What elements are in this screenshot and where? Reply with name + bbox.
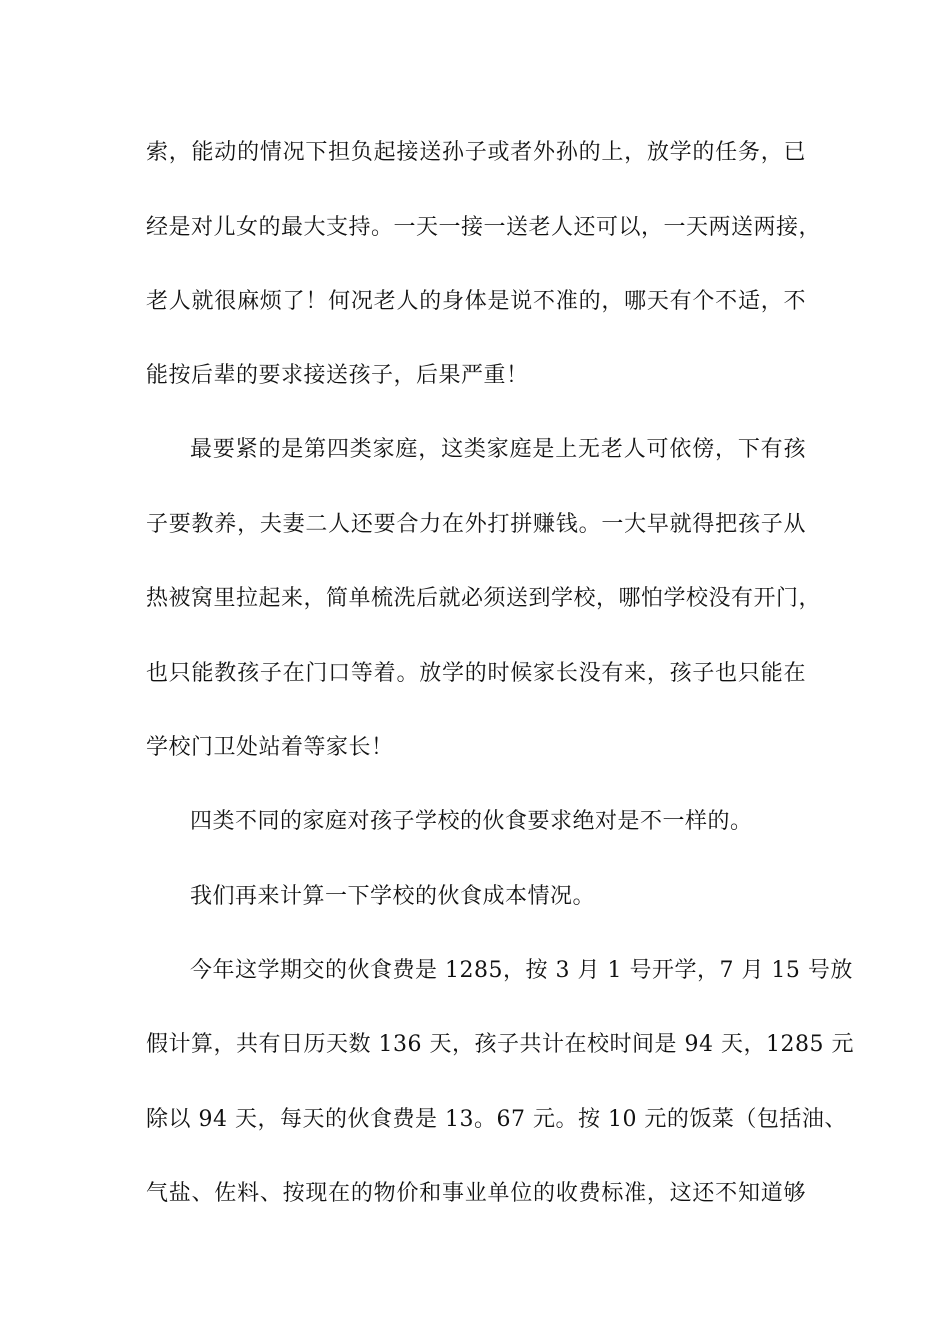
text-line-11: 我们再来计算一下学校的伙食成本情况。: [190, 884, 596, 909]
text-line-5: 最要紧的是第四类家庭，这类家庭是上无老人可依傍，下有孩: [190, 437, 806, 462]
text-line-2: 经是对儿女的最大支持。一天一接一送老人还可以，一天两送两接，: [146, 215, 822, 240]
text-line-6: 子要教养，夫妻二人还要合力在外打拼赚钱。一大早就得把孩子从: [146, 512, 806, 537]
text-line-12: 今年这学期交的伙食费是 1285，按 3 月 1 号开学，7 月 15 号放: [190, 958, 853, 983]
text-line-8: 也只能教孩子在门口等着。放学的时候家长没有来，孩子也只能在: [146, 661, 806, 686]
text-line-14: 除以 94 天，每天的伙食费是 13。67 元。按 10 元的饭菜（包括油、: [146, 1107, 847, 1132]
text-line-1: 索，能动的情况下担负起接送孙子或者外孙的上，放学的任务，已: [146, 140, 806, 165]
text-line-9: 学校门卫处站着等家长！: [146, 735, 394, 760]
text-line-15: 气盐、佐料、按现在的物价和事业单位的收费标准，这还不知道够: [146, 1181, 806, 1206]
text-line-4: 能按后辈的要求接送孩子，后果严重！: [146, 363, 529, 388]
text-line-7: 热被窝里拉起来，简单梳洗后就必须送到学校，哪怕学校没有开门，: [146, 586, 822, 611]
text-line-10: 四类不同的家庭对孩子学校的伙食要求绝对是不一样的。: [190, 809, 753, 834]
text-line-3: 老人就很麻烦了！何况老人的身体是说不准的，哪天有个不适，不: [146, 289, 806, 314]
text-line-13: 假计算，共有日历天数 136 天，孩子共计在校时间是 94 天，1285 元: [146, 1032, 854, 1057]
